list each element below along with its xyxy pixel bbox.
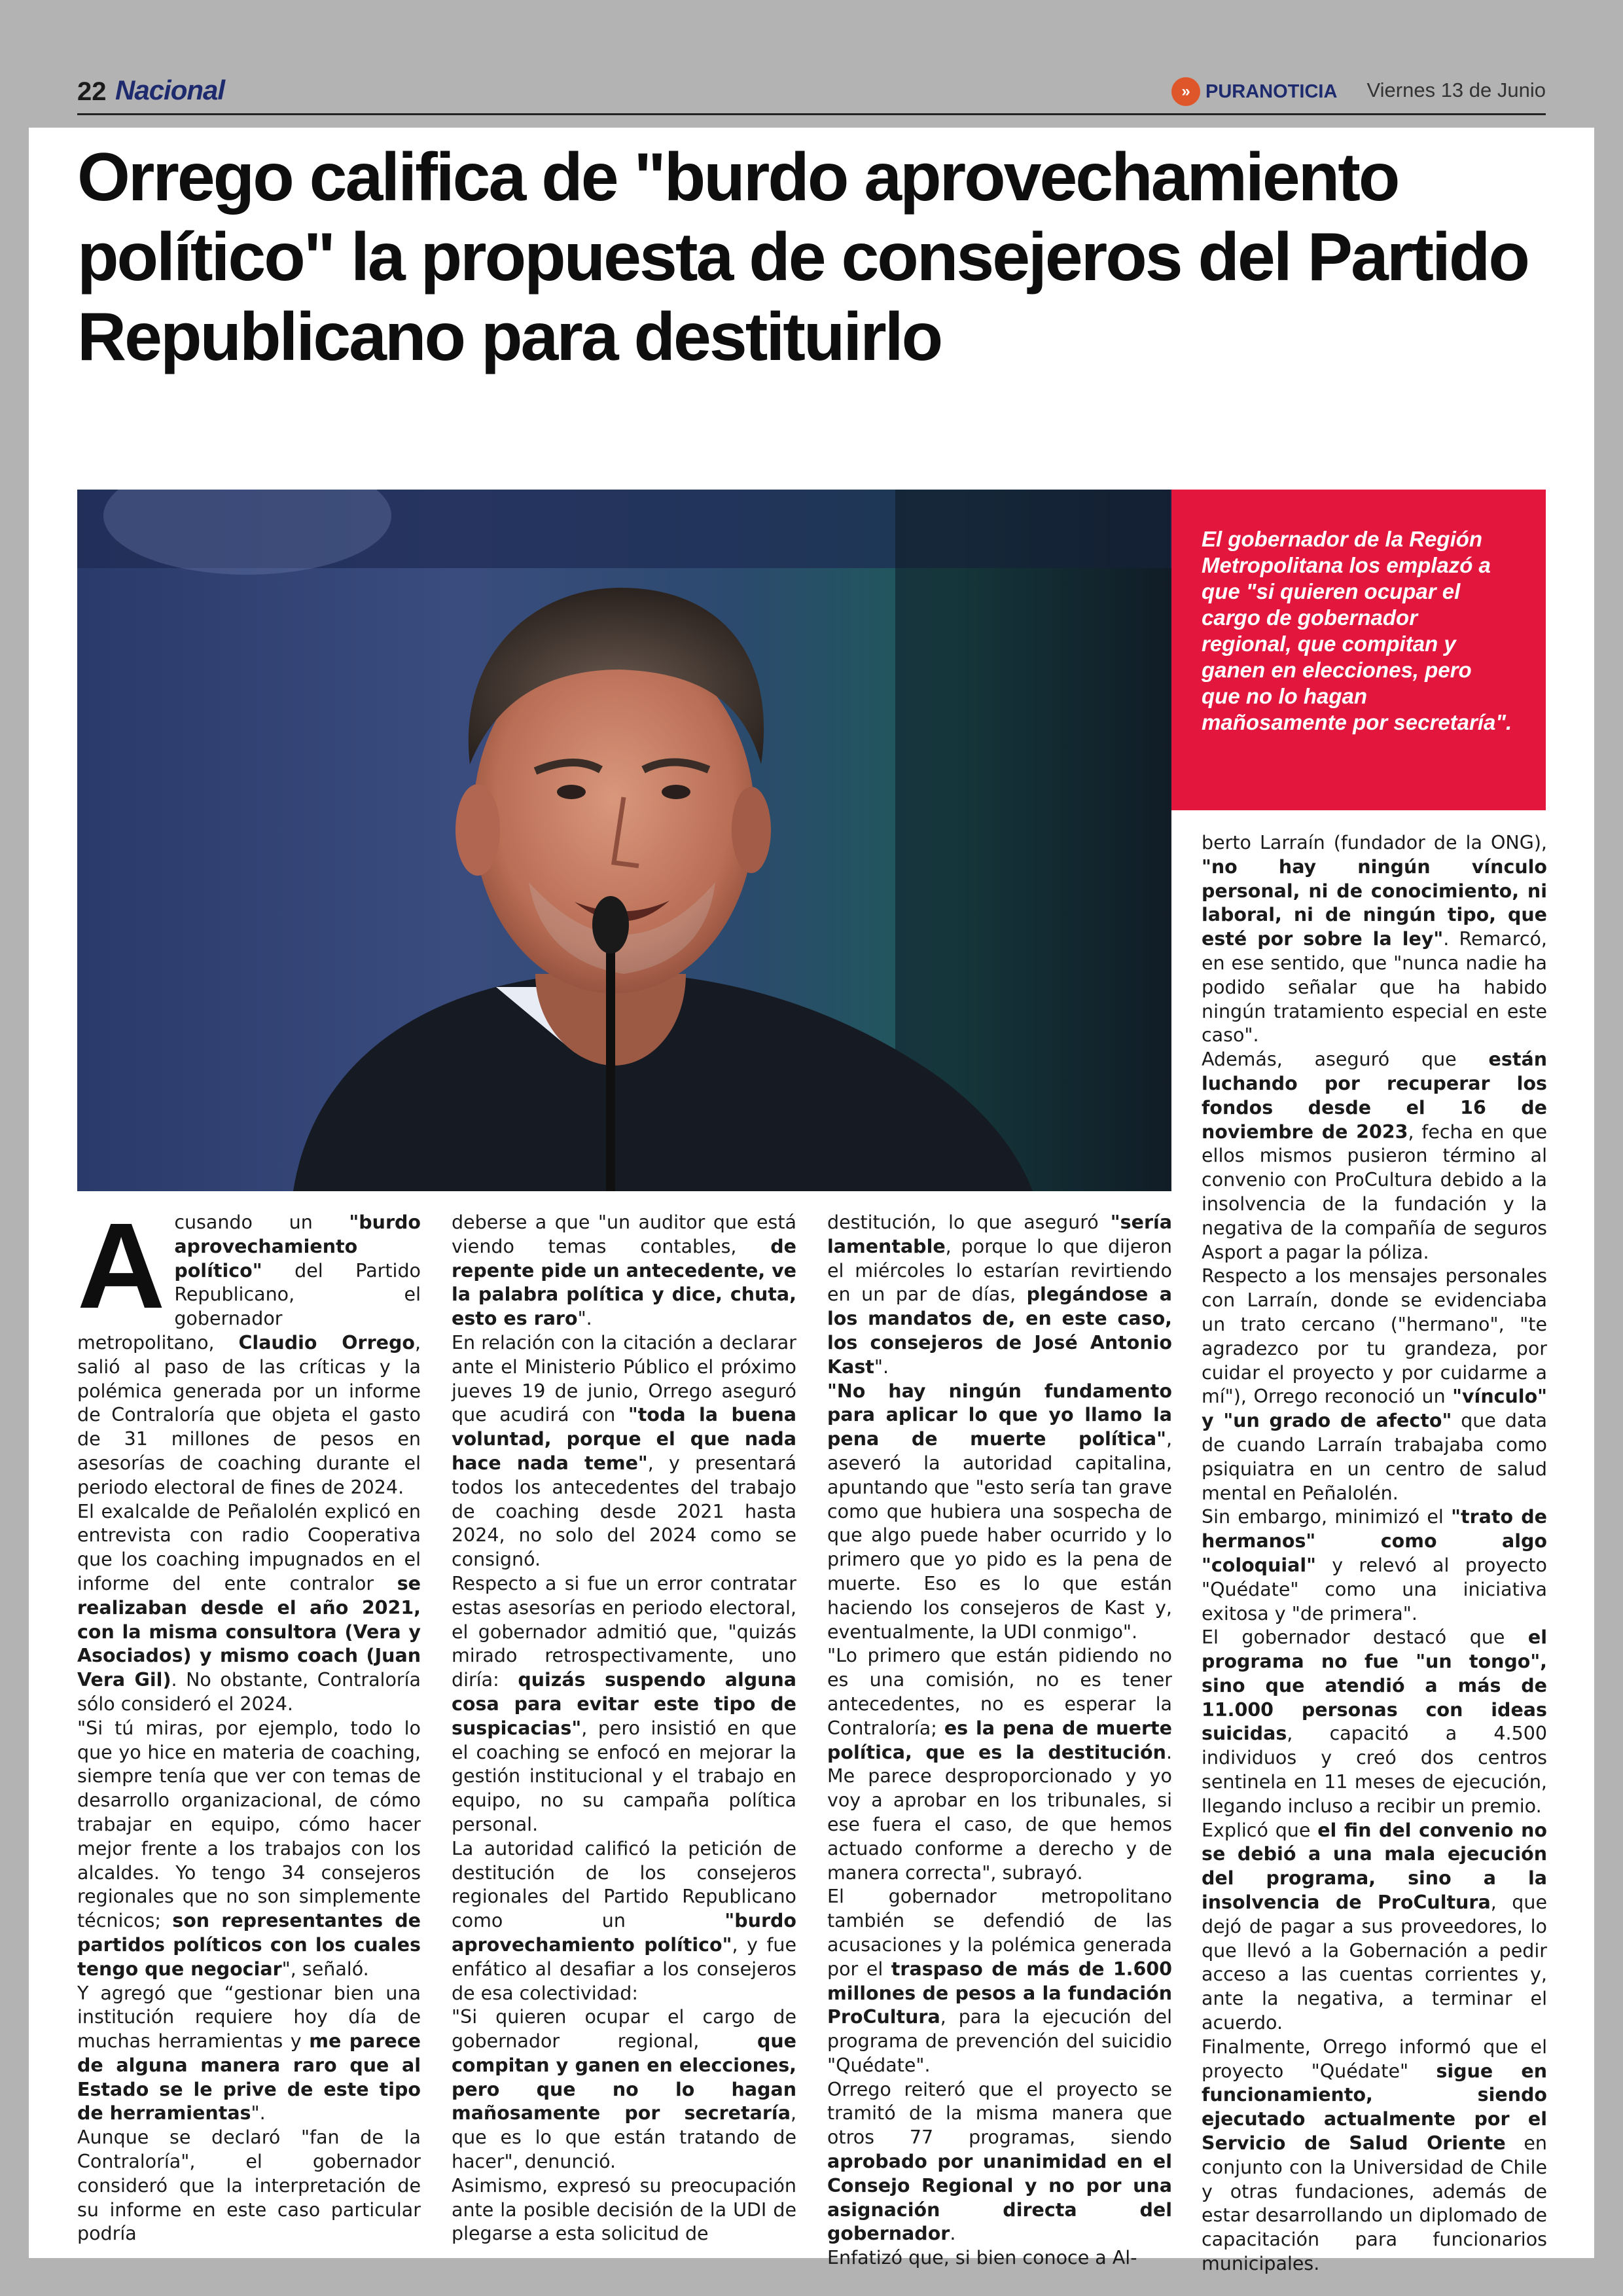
article-paragraph <box>827 1644 1172 1885</box>
bold-text: "burdo aprovechamiento político" <box>452 1910 796 1956</box>
article-paragraph <box>452 1331 796 1572</box>
article-paragraph <box>77 2126 421 2246</box>
article-paragraph <box>1202 2036 1547 2276</box>
article-headline: Orrego califica de "burdo aprovechamiento político" la propuesta de consejeros del Partido Republicano para destituirlo <box>77 139 1528 375</box>
article-paragraph <box>827 2078 1172 2247</box>
bold-text: traspaso de más de 1.600 millones de pesos a la fundación ProCultura <box>827 1958 1172 2028</box>
body-text: ". <box>874 1355 889 1378</box>
body-text: , para la ejecución del programa de prevención del suicidio "Quédate". <box>827 2006 1172 2076</box>
article-paragraph <box>827 1885 1172 2077</box>
body-text: del Partido Republicano, el gobernador metropolitano, <box>77 1259 421 1354</box>
body-text: . Me parece desproporcionado y yo voy a aprobar en los tribunales, si ese fuera el caso, de que hemos actuado conforme a derecho y de manera correcta", subrayó. <box>827 1741 1172 1884</box>
body-text: berto Larraín (fundador de la ONG), <box>1202 832 1547 853</box>
article-paragraph <box>77 1982 421 2126</box>
bold-text: "toda la buena voluntad, porque el que nada hace nada teme" <box>452 1404 796 1474</box>
body-text: , fecha en que ellos mismos pusieron término al convenio con ProCultura debido a la insolvencia de la fundación y la negativa de la compañía de seguros Asport a pagar la póliza. <box>1202 1121 1547 1263</box>
bold-text: que compitan y ganen en elecciones, pero que no lo hagan mañosamente por secretaría <box>452 2030 796 2125</box>
section-name: Nacional <box>115 75 225 105</box>
article-paragraph <box>452 2174 796 2246</box>
article-column-1 <box>77 1198 421 2246</box>
bold-text: plegándose a los mandatos de, en este caso, los consejeros de José Antonio Kast <box>827 1283 1172 1378</box>
article-paragraph <box>1202 831 1547 1048</box>
bold-text: sigue en funcionamiento, siendo ejecutado actualmente por el Servicio de Salud Oriente <box>1202 2060 1548 2155</box>
article-paragraph <box>77 1500 421 1717</box>
body-text: Además, aseguró que <box>1202 1049 1489 1071</box>
body-text: El exalcalde de Peñalolén explicó en entrevista con radio Cooperativa que los coaching impugnados en el informe del ente contralor <box>77 1500 421 1594</box>
body-text: "Si quieren ocupar el cargo de gobernador regional, <box>452 2006 796 2053</box>
body-text: Orrego reiteró que el proyecto se tramitó de la misma manera que otros 77 programas, siendo <box>827 2078 1172 2149</box>
body-text: , que es lo que están tratando de hacer", denunció. <box>452 2102 796 2173</box>
issue-date: Viernes 13 de Junio <box>1366 79 1546 101</box>
bold-text: me parece de alguna manera raro que al Estado se le prive de este tipo de herramientas <box>77 2030 421 2125</box>
body-text: , y fue enfático al desafiar a los consejeros de esa colectividad: <box>452 1933 796 2004</box>
header-divider <box>77 113 1546 115</box>
article-paragraph <box>1202 1819 1547 2036</box>
body-text: , y presentará todos los antecedentes del trabajo de coaching desde 2021 hasta 2024, no solo del 2024 como se consignó. <box>452 1452 797 1571</box>
article-paragraph <box>452 1837 796 2006</box>
article-paragraph <box>827 1211 1172 1380</box>
body-text: Aunque se declaró "fan de la Contraloría", el gobernador consideró que la interpretación de su informe en este caso particular podría <box>77 2126 421 2245</box>
body-text: ". <box>577 1308 592 1330</box>
body-text: , aseveró la autoridad capitalina, apuntando que "esto sería tan grave como que hubiera una sospecha de que algo puede haber ocurrido y lo primero que yo pido es la pena de muerte. Eso es lo que están haciendo los consejeros de Kast y, eventualmente, la UDI conmigo". <box>827 1428 1172 1643</box>
bold-text: "vínculo" y "un grado de afecto" <box>1202 1386 1547 1432</box>
bold-text: aprobado por unanimidad en el Consejo Regional y no por una asignación directa del gobernador <box>827 2151 1172 2245</box>
body-text: "Lo primero que están pidiendo no es una comisión, no es tener antecedentes, no es esperar la Contraloría; <box>827 1645 1172 1739</box>
article-column-4 <box>1202 831 1547 2276</box>
body-text: , pero insistió en que el coaching se enfocó en mejorar la gestión institucional y el trabajo en equipo, no su campaña política personal. <box>452 1717 796 1835</box>
article-paragraph <box>827 1380 1172 1645</box>
article-paragraph <box>452 1211 796 1331</box>
body-text: . <box>950 2223 956 2245</box>
bold-text: están luchando por recuperar los fondos desde el 16 de noviembre de 2023 <box>1202 1049 1547 1143</box>
body-text: que data de cuando Larraín trabajaba como psiquiatra en un centro de salud mental en Peñalolén. <box>1202 1410 1547 1504</box>
body-text: El gobernador metropolitano también se defendió de las acusaciones y la polémica generada por el <box>827 1886 1172 1980</box>
bold-text: quizás suspendo alguna cosa para evitar este tipo de suspicacias" <box>452 1669 796 1739</box>
body-text: Asimismo, expresó su preocupación ante la posible decisión de la UDI de plegarse a esta solicitud de <box>452 2174 796 2245</box>
article-column-3 <box>827 1211 1172 2270</box>
bold-text: "sería lamentable <box>827 1211 1172 1257</box>
body-text: ". <box>251 2102 266 2125</box>
body-text: "Si tú miras, por ejemplo, todo lo que yo hice en materia de coaching, siempre tenía que ver con temas de desarrollo organizacional, de cómo trabajar en equipo, cómo hacer mejor frente a los trabajos con los alcaldes. Yo tengo 34 consejeros regionales que no son simplemente técnicos; <box>77 1717 421 1932</box>
bold-text: Claudio Orrego <box>238 1331 415 1354</box>
body-text: . Remarcó, en ese sentido, que "nunca nadie ha podido señalar que ha habido ningún tratamiento especial en este caso". <box>1202 928 1547 1047</box>
bold-text: "trato de hermanos" como algo "coloquial" <box>1202 1506 1547 1576</box>
body-text: Respecto a si fue un error contratar estas asesorías en periodo electoral, el gobernador admitió que, "quizás mirado retrospectivamente, uno diría: <box>452 1572 796 1691</box>
article-paragraph <box>1202 1626 1547 1818</box>
body-text: y relevó al proyecto "Quédate" como una iniciativa exitosa y "de primera". <box>1202 1554 1547 1624</box>
body-text: Enfatizó que, si bien conoce a Al- <box>827 2247 1137 2269</box>
article-paragraph <box>827 2246 1172 2270</box>
bold-text: es la pena de muerte política, que es la destitución <box>827 1717 1172 1763</box>
body-text: , capacitó a 4.500 individuos y creó dos centros sentinela en 11 meses de ejecución, llegando incluso a recibir un premio. <box>1202 1723 1547 1817</box>
pull-quote-box <box>1171 490 1546 810</box>
bold-text: "burdo aprovechamiento político" <box>174 1211 421 1282</box>
body-text: Y agregó que “gestionar bien una institución requiere hoy día de muchas herramientas y <box>77 1982 421 2053</box>
body-text: . No obstante, Contraloría sólo consideró el 2024. <box>77 1669 421 1715</box>
article-paragraph <box>1202 1265 1547 1505</box>
play-icon: » <box>1171 77 1200 106</box>
brand-name: PURANOTICIA <box>1205 81 1338 102</box>
body-text: cusando un <box>174 1211 349 1233</box>
body-text: , que dejó de pagar a sus proveedores, lo que llevó a la Gobernación a pedir acceso a las cuentas corrientes y, ante la negativa, a terminar el acuerdo. <box>1202 1892 1547 2034</box>
bold-text: "No hay ningún fundamento para aplicar lo que yo llamo la pena de muerte política" <box>827 1380 1172 1450</box>
bold-text: de repente pide un antecedente, ve la palabra política y dice, chuta, esto es raro <box>452 1235 796 1330</box>
article-paragraph <box>452 1572 796 1837</box>
body-text: destitución, lo que aseguró <box>827 1211 1111 1233</box>
bold-text: el programa no fue "un tongo", sino que atendió a más de 11.000 personas con ideas suicidas <box>1202 1626 1547 1745</box>
article-paragraph <box>1202 1048 1547 1265</box>
page-number: 22 <box>77 77 107 106</box>
body-text: , porque lo que dijeron el miércoles lo estarían revirtiendo en un par de días, <box>827 1235 1172 1306</box>
body-text: Sin embargo, minimizó el <box>1202 1506 1452 1528</box>
article-paragraph <box>1202 1505 1547 1626</box>
pull-quote-text: El gobernador de la Región Metropolitana los emplazó a que "si quieren ocupar el cargo de gobernador regional, que compitan y ganen en elecciones, pero que no lo hagan mañosamente por secretaría". <box>1202 527 1512 734</box>
body-text: deberse a que "un auditor que está viendo temas contables, <box>452 1211 796 1257</box>
article-paragraph <box>452 2005 796 2174</box>
body-text: Finalmente, Orrego informó que el proyecto "Quédate" <box>1202 2036 1547 2082</box>
bold-text: son representantes de partidos políticos con los cuales tengo que negociar <box>77 1910 421 1980</box>
body-text: ", señaló. <box>281 1958 369 1980</box>
article-column-2 <box>452 1211 796 2246</box>
brand-logo <box>1171 76 1337 107</box>
bold-text: "no hay ningún vínculo personal, ni de conocimiento, ni laboral, ni de ningún tipo, que esté por sobre la ley" <box>1202 855 1547 950</box>
article-paragraph <box>77 1717 421 1982</box>
article-photo <box>77 490 1171 1191</box>
body-text: En relación con la citación a declarar ante el Ministerio Público el próximo jueves 19 de junio, Orrego aseguró que acudirá con <box>452 1331 796 1426</box>
bold-text: se realizaban desde el año 2021, con la misma consultora (Vera y Asociados) y mismo coach (Juan Vera Gil) <box>77 1572 421 1691</box>
body-text: Explicó que <box>1202 1819 1318 1841</box>
body-text: El gobernador destacó que <box>1202 1626 1528 1649</box>
body-text: en conjunto con la Universidad de Chile y otras fundaciones, además de estar desarrollando un diplomado de capacitación para funcionarios municipales. <box>1202 2132 1547 2275</box>
page-header <box>0 0 1623 128</box>
drop-cap: A <box>77 1198 166 1334</box>
body-text: La autoridad calificó la petición de destitución de los consejeros regionales del Partido Republicano como un <box>452 1837 796 1932</box>
bold-text: el fin del convenio no se debió a una mala ejecución del programa, sino a la insolvencia de ProCultura <box>1202 1819 1547 1914</box>
body-text: Respecto a los mensajes personales con Larraín, donde se evidenciaba un trato cercano ("hermano", "te agradezco por tu grandeza, por cuidar el proyecto y por cuidarme a mí"), Orrego reconoció un <box>1202 1265 1547 1408</box>
body-text: , salió al paso de las críticas y la polémica generada por un informe de Contraloría que objeta el gasto de 31 millones de pesos en asesorías de coaching durante el periodo electoral de fines de 2024. <box>77 1331 421 1498</box>
